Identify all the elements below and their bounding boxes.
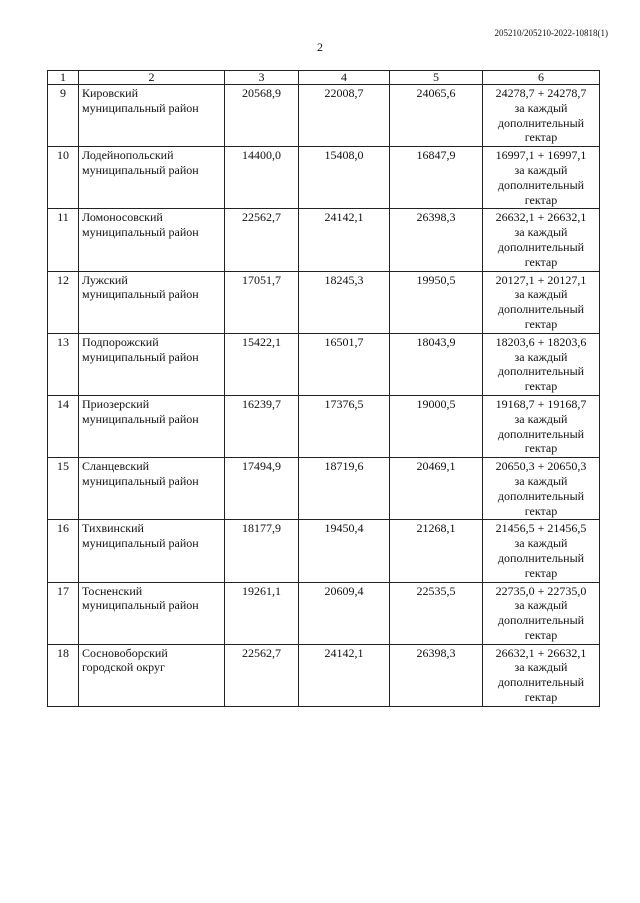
value-col6: 20650,3 + 20650,3 [495, 459, 587, 474]
value-col6-cell [483, 209, 600, 271]
suffix-line: гектар [524, 627, 558, 642]
district-name-cell [79, 271, 225, 333]
district-name-cell [79, 458, 225, 520]
value-col6-cell [483, 395, 600, 457]
table-row [48, 147, 600, 209]
table-row [48, 582, 600, 644]
district-name-cell [79, 520, 225, 582]
value-col5: 19000,5 [390, 395, 483, 457]
suffix-line: за каждый [514, 162, 568, 177]
value-col4: 15408,0 [299, 147, 390, 209]
district-name: Сосновоборский [82, 645, 168, 660]
district-type: муниципальный район [82, 349, 199, 364]
column-number: 4 [299, 71, 390, 85]
row-number: 15 [48, 458, 79, 520]
value-col4: 20609,4 [299, 582, 390, 644]
value-col5: 24065,6 [390, 85, 483, 147]
value-col6-cell [483, 147, 600, 209]
suffix-line: гектар [524, 130, 558, 145]
value-col5: 19950,5 [390, 271, 483, 333]
value-col3: 22562,7 [225, 209, 299, 271]
district-name: Тихвинский [82, 521, 144, 536]
value-col6: 16997,1 + 16997,1 [495, 148, 587, 163]
table-row [48, 333, 600, 395]
value-col6: 24278,7 + 24278,7 [495, 86, 587, 100]
district-type: муниципальный район [82, 100, 199, 115]
suffix-line: гектар [524, 254, 558, 269]
suffix-line: за каждый [514, 225, 568, 240]
district-name: Лодейнопольский [82, 148, 174, 163]
value-col6-cell [483, 644, 600, 706]
district-type: муниципальный район [82, 411, 199, 426]
suffix-line: за каждый [514, 473, 568, 488]
value-col4: 24142,1 [299, 644, 390, 706]
district-name: Лужский [82, 272, 128, 287]
suffix-line: дополнительный [497, 613, 585, 628]
column-number: 3 [225, 71, 299, 85]
value-col3: 22562,7 [225, 644, 299, 706]
row-number: 12 [48, 271, 79, 333]
suffix-line: за каждый [514, 287, 568, 302]
value-col3: 17051,7 [225, 271, 299, 333]
district-type: муниципальный район [82, 536, 199, 551]
value-col6-cell [483, 85, 600, 147]
column-number-row [48, 71, 600, 85]
suffix-line: дополнительный [497, 302, 585, 317]
district-name-cell [79, 582, 225, 644]
suffix-line: дополнительный [497, 675, 585, 690]
value-col5: 18043,9 [390, 333, 483, 395]
value-col3: 16239,7 [225, 395, 299, 457]
value-col5: 26398,3 [390, 209, 483, 271]
suffix-line: за каждый [514, 660, 568, 675]
value-col4: 18245,3 [299, 271, 390, 333]
district-name: Подпорожский [82, 334, 159, 349]
document-id: 205210/205210-2022-10818(1) [494, 28, 608, 38]
district-name: Ломоносовский [82, 210, 163, 225]
district-name: Сланцевский [82, 459, 150, 474]
table-row [48, 520, 600, 582]
value-col6: 21456,5 + 21456,5 [495, 521, 587, 536]
row-number: 16 [48, 520, 79, 582]
suffix-line: дополнительный [497, 426, 585, 441]
suffix-line: дополнительный [497, 488, 585, 503]
value-col4: 16501,7 [299, 333, 390, 395]
district-name-cell [79, 333, 225, 395]
district-name-cell [79, 644, 225, 706]
district-name-cell [79, 85, 225, 147]
value-col6: 26632,1 + 26632,1 [495, 210, 587, 225]
district-name: Кировский [82, 86, 139, 100]
suffix-line: за каждый [514, 411, 568, 426]
value-col3: 15422,1 [225, 333, 299, 395]
row-number: 18 [48, 644, 79, 706]
value-col5: 26398,3 [390, 644, 483, 706]
value-col6: 19168,7 + 19168,7 [495, 396, 587, 411]
value-col4: 22008,7 [299, 85, 390, 147]
value-col6-cell [483, 582, 600, 644]
value-col3: 14400,0 [225, 147, 299, 209]
value-col5: 21268,1 [390, 520, 483, 582]
row-number: 11 [48, 209, 79, 271]
row-number: 10 [48, 147, 79, 209]
column-number: 1 [48, 71, 79, 85]
row-number: 13 [48, 333, 79, 395]
column-number: 5 [390, 71, 483, 85]
district-type: муниципальный район [82, 598, 199, 613]
value-col4: 17376,5 [299, 395, 390, 457]
suffix-line: гектар [524, 316, 558, 331]
value-col3: 19261,1 [225, 582, 299, 644]
suffix-line: дополнительный [497, 364, 585, 379]
value-col3: 20568,9 [225, 85, 299, 147]
table-row [48, 458, 600, 520]
value-col3: 17494,9 [225, 458, 299, 520]
value-col6-cell [483, 271, 600, 333]
value-col4: 18719,6 [299, 458, 390, 520]
table-row [48, 85, 600, 147]
district-type: городской округ [82, 660, 165, 675]
suffix-line: гектар [524, 503, 558, 518]
suffix-line: гектар [524, 192, 558, 207]
value-col6: 26632,1 + 26632,1 [495, 645, 587, 660]
value-col3: 18177,9 [225, 520, 299, 582]
district-type: муниципальный район [82, 162, 199, 177]
district-type: муниципальный район [82, 225, 199, 240]
value-col6: 22735,0 + 22735,0 [495, 583, 587, 598]
district-name: Тосненский [82, 583, 143, 598]
column-number: 6 [483, 71, 600, 85]
suffix-line: за каждый [514, 536, 568, 551]
suffix-line: гектар [524, 441, 558, 456]
suffix-line: дополнительный [497, 177, 585, 192]
value-col6-cell [483, 520, 600, 582]
suffix-line: гектар [524, 379, 558, 394]
suffix-line: гектар [524, 690, 558, 705]
table-row [48, 395, 600, 457]
value-col6: 18203,6 + 18203,6 [495, 334, 587, 349]
value-col5: 22535,5 [390, 582, 483, 644]
row-number: 17 [48, 582, 79, 644]
column-number: 2 [79, 71, 225, 85]
page-number: 2 [317, 40, 323, 54]
district-name-cell [79, 209, 225, 271]
district-name-cell [79, 147, 225, 209]
value-col5: 16847,9 [390, 147, 483, 209]
row-number: 9 [48, 85, 79, 147]
suffix-line: дополнительный [497, 115, 585, 130]
suffix-line: за каждый [514, 100, 568, 115]
value-col6-cell [483, 458, 600, 520]
suffix-line: дополнительный [497, 550, 585, 565]
district-name: Приозерский [82, 396, 150, 411]
value-col5: 20469,1 [390, 458, 483, 520]
value-col6: 20127,1 + 20127,1 [495, 272, 587, 287]
value-col4: 24142,1 [299, 209, 390, 271]
district-type: муниципальный район [82, 287, 199, 302]
value-col6-cell [483, 333, 600, 395]
table-row [48, 209, 600, 271]
table-row [48, 644, 600, 706]
table-row [48, 271, 600, 333]
row-number: 14 [48, 395, 79, 457]
suffix-line: дополнительный [497, 239, 585, 254]
suffix-line: гектар [524, 565, 558, 580]
district-name-cell [79, 395, 225, 457]
value-col4: 19450,4 [299, 520, 390, 582]
suffix-line: за каждый [514, 349, 568, 364]
district-type: муниципальный район [82, 473, 199, 488]
tariff-table [47, 70, 600, 707]
suffix-line: за каждый [514, 598, 568, 613]
